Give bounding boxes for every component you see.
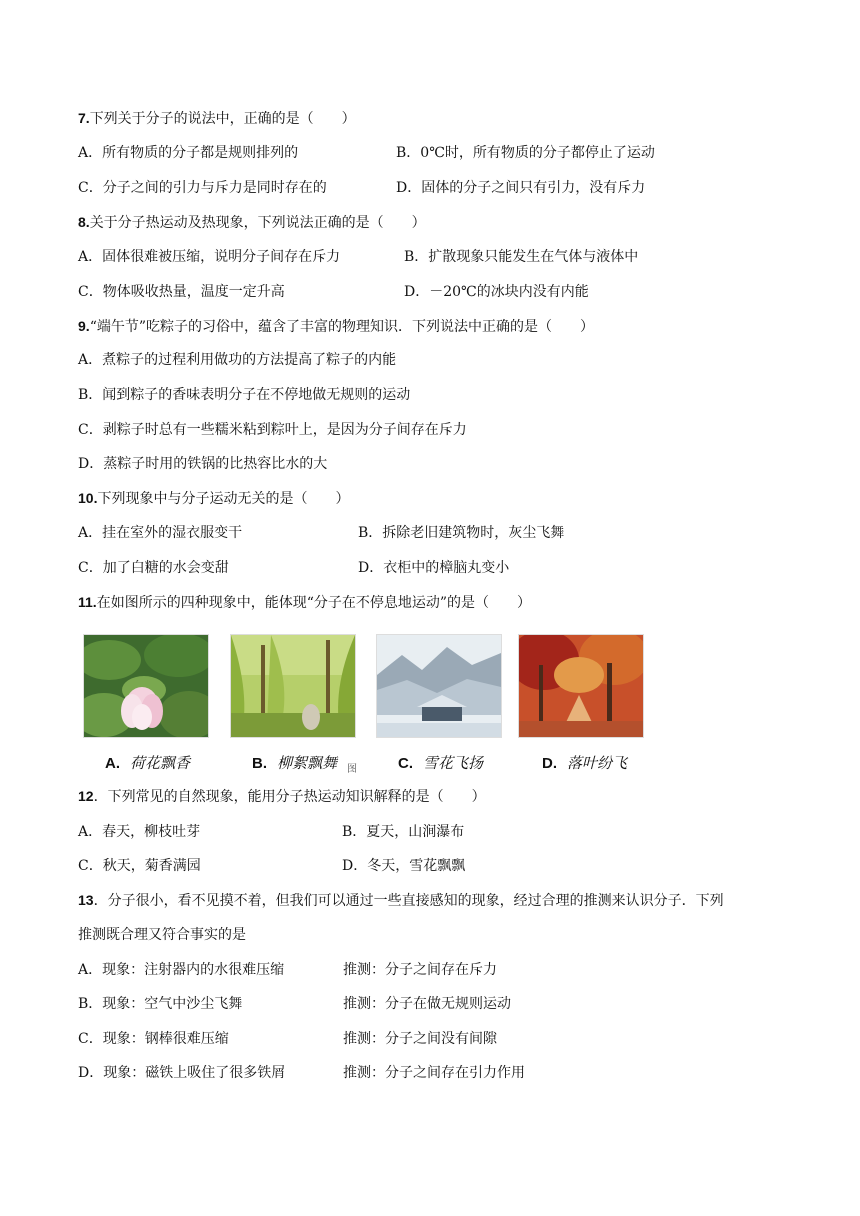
q13-option-a-inference: 推测：分子之间存在斥力	[343, 962, 497, 978]
figure-label-smudge: 图	[347, 764, 357, 775]
caption-a	[105, 752, 190, 773]
question-text: 下列现象中与分子运动无关的是（ ）	[97, 491, 350, 507]
q13-option-b-inference: 推测：分子在做无规则运动	[343, 996, 511, 1012]
q8-option-c: C．物体吸收热量，温度一定升高	[78, 284, 285, 300]
question-number: 13	[78, 892, 94, 908]
q7-option-a: A．所有物质的分子都是规则排列的	[78, 145, 299, 161]
lotus-picture	[83, 634, 209, 738]
willow-picture	[230, 634, 356, 738]
caption-text: 柳絮飘舞	[277, 754, 338, 772]
q8-option-b: B．扩散现象只能发生在气体与液体中	[404, 249, 639, 265]
caption-text: 荷花飘香	[130, 754, 191, 772]
q10-option-d: D．衣柜中的樟脑丸变小	[358, 560, 510, 576]
q8-option-a: A．固体很难被压缩，说明分子间存在斥力	[78, 249, 341, 265]
q13-option-d-observation: D．现象：磁铁上吸住了很多铁屑	[78, 1065, 286, 1081]
caption-text: 落叶纷飞	[567, 754, 628, 772]
caption-letter: A.	[105, 755, 120, 772]
q12-option-c: C．秋天，菊香满园	[78, 858, 201, 874]
question-7-stem	[78, 108, 356, 129]
question-10-stem	[78, 488, 349, 509]
caption-d	[542, 752, 627, 773]
question-number: 11.	[78, 594, 97, 610]
question-text: ．下列常见的自然现象，能用分子热运动知识解释的是（ ）	[93, 789, 486, 805]
q9-option-b: B．闻到粽子的香味表明分子在不停地做无规则的运动	[78, 387, 411, 403]
question-number: 12	[78, 788, 94, 804]
question-number: 10.	[78, 490, 98, 506]
q10-option-b: B．拆除老旧建筑物时，灰尘飞舞	[358, 525, 565, 541]
q8-option-d: D．－20℃的冰块内没有内能	[404, 284, 589, 300]
q7-option-c: C．分子之间的引力与斥力是同时存在的	[78, 180, 327, 196]
q12-option-a: A．春天，柳枝吐芽	[78, 824, 201, 840]
question-13-stem-cont: 推测既合理又符合事实的是	[78, 927, 246, 943]
q9-option-d: D．蒸粽子时用的铁锅的比热容比水的大	[78, 456, 328, 472]
q13-option-d-inference: 推测：分子之间存在引力作用	[343, 1065, 525, 1081]
caption-b	[252, 752, 337, 773]
q10-option-c: C．加了白糖的水会变甜	[78, 560, 229, 576]
question-number: 8.	[78, 214, 90, 230]
question-13-stem	[78, 890, 724, 911]
caption-letter: C.	[398, 755, 413, 772]
question-text: ．分子很小，看不见摸不着，但我们可以通过一些直接感知的现象，经过合理的推测来认识分子．下列	[93, 893, 724, 909]
q7-option-b: B．0℃时，所有物质的分子都停止了运动	[396, 145, 655, 161]
snow-picture	[376, 634, 502, 738]
q9-option-a: A．煮粽子的过程利用做功的方法提高了粽子的内能	[78, 352, 397, 368]
q10-option-a: A．挂在室外的湿衣服变干	[78, 525, 243, 541]
question-8-stem	[78, 212, 426, 233]
question-text: 关于分子热运动及热现象，下列说法正确的是（ ）	[89, 215, 426, 231]
q12-option-d: D．冬天，雪花飘飘	[342, 858, 466, 874]
q7-option-d: D．固体的分子之间只有引力，没有斥力	[396, 180, 646, 196]
q13-option-c-inference: 推测：分子之间没有间隙	[343, 1031, 497, 1047]
question-text: 下列关于分子的说法中，正确的是（ ）	[89, 111, 356, 127]
q12-option-b: B．夏天，山涧瀑布	[342, 824, 465, 840]
caption-text: 雪花飞扬	[423, 754, 484, 772]
q13-option-b-observation: B．现象：空气中沙尘飞舞	[78, 996, 243, 1012]
q13-option-c-observation: C．现象：钢棒很难压缩	[78, 1031, 229, 1047]
red-leaves-picture	[518, 634, 644, 738]
caption-letter: D.	[542, 755, 557, 772]
q9-option-c: C．剥粽子时总有一些糯米粘到粽叶上，是因为分子间存在斥力	[78, 422, 467, 438]
caption-c	[398, 752, 483, 773]
question-text: “端午节”吃粽子的习俗中，蕴含了丰富的物理知识．下列说法中正确的是（ ）	[89, 319, 594, 335]
question-11-stem	[78, 592, 531, 613]
question-12-stem	[78, 786, 486, 807]
question-9-stem	[78, 316, 594, 337]
question-text: 在如图所示的四种现象中，能体现“分子在不停息地运动”的是（ ）	[96, 595, 532, 611]
caption-letter: B.	[252, 755, 267, 772]
question-number: 9.	[78, 318, 90, 334]
question-number: 7.	[78, 110, 90, 126]
q13-option-a-observation: A．现象：注射器内的水很难压缩	[78, 962, 285, 978]
